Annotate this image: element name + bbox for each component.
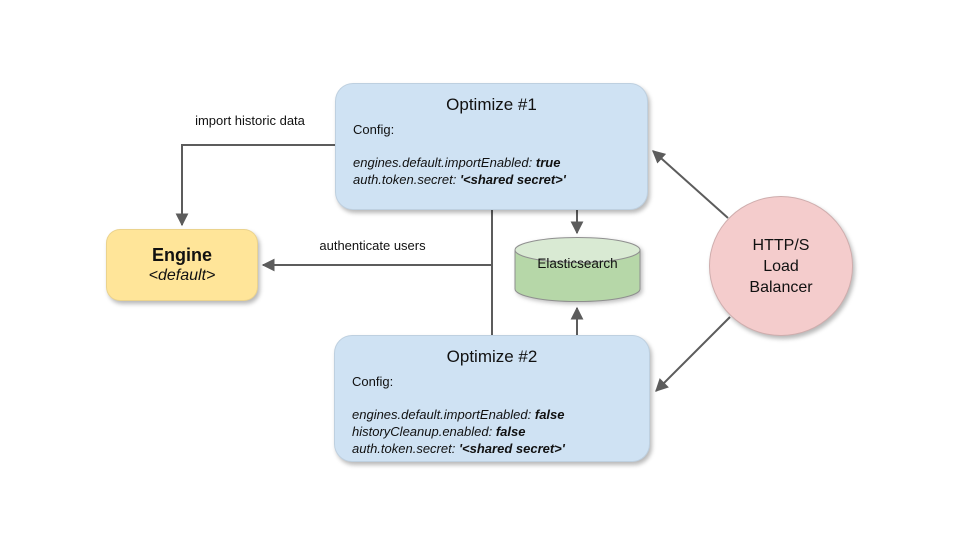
- config-key: historyCleanup.enabled:: [352, 424, 496, 439]
- config-value: false: [495, 424, 526, 439]
- optimize-2-title: Optimize #2: [446, 347, 538, 366]
- optimize-2-config-lines: [352, 406, 649, 457]
- node-elasticsearch: [514, 236, 641, 304]
- arrow-loadbalancer-to-optimize1: [653, 151, 728, 218]
- config-key: auth.token.secret:: [353, 172, 460, 187]
- config-line: [353, 154, 647, 171]
- arrow-loadbalancer-to-optimize2: [656, 317, 730, 391]
- elasticsearch-label: Elasticsearch: [537, 256, 618, 271]
- config-line: [352, 406, 649, 423]
- config-key: engines.default.importEnabled:: [352, 407, 535, 422]
- engine-title: Engine: [151, 245, 212, 265]
- optimize-1-title: Optimize #1: [446, 95, 537, 114]
- config-line: [352, 423, 649, 440]
- config-line: [353, 171, 647, 188]
- engine-subtitle: <default>: [148, 267, 216, 284]
- config-key: auth.token.secret:: [352, 441, 459, 456]
- optimize-1-config-lines: [353, 154, 647, 188]
- node-load-balancer: [709, 196, 853, 336]
- optimize-1-config-label: Config:: [353, 122, 395, 137]
- config-value: '<shared secret>': [459, 172, 566, 187]
- load-balancer-label-line: HTTP/S: [752, 236, 810, 254]
- config-value: false: [534, 407, 565, 422]
- node-optimize-2: [334, 335, 650, 462]
- node-engine: [106, 229, 258, 301]
- load-balancer-label-line: Balancer: [749, 278, 813, 296]
- arrow-import-historic-data: [182, 145, 335, 225]
- edge-label-authenticate-users: authenticate users: [319, 238, 426, 253]
- load-balancer-label-line: Load: [763, 257, 799, 275]
- config-key: engines.default.importEnabled:: [353, 155, 536, 170]
- config-line: [352, 440, 649, 457]
- node-optimize-1: [335, 83, 648, 210]
- config-value: '<shared secret>': [458, 441, 565, 456]
- config-value: true: [535, 155, 561, 170]
- optimize-2-config-label: Config:: [352, 374, 394, 389]
- edge-label-import-historic-data: import historic data: [195, 113, 305, 128]
